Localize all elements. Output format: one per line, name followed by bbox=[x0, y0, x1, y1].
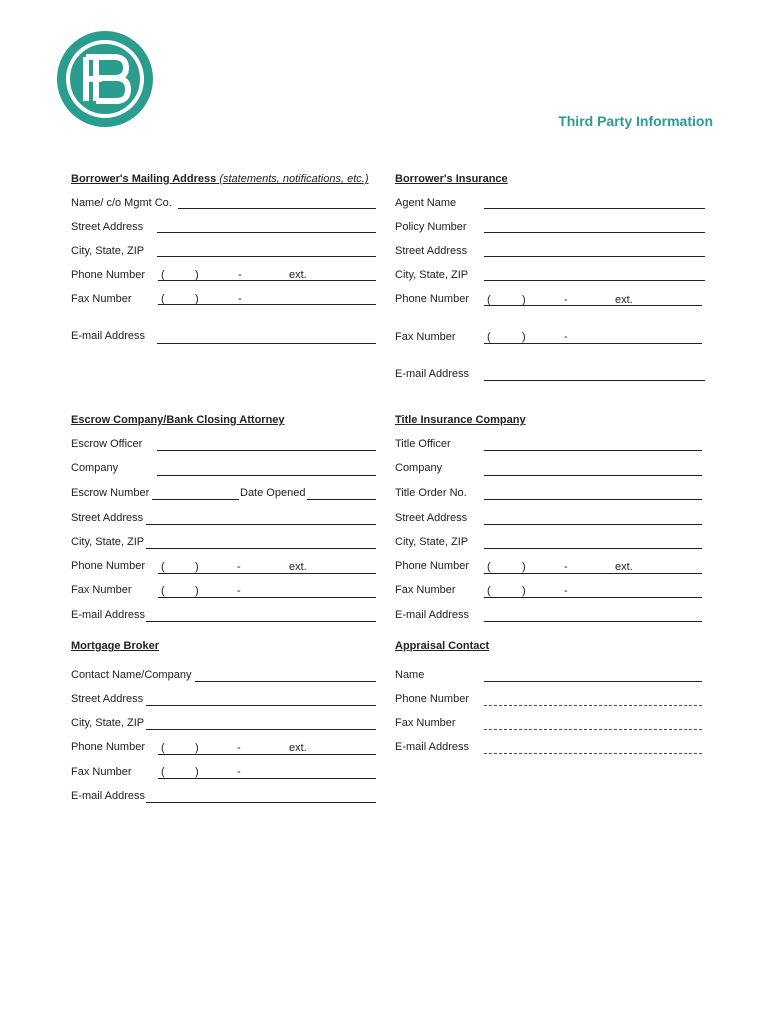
escrow-phone-ext: ext. bbox=[289, 561, 307, 573]
appraisal-heading: Appraisal Contact bbox=[395, 640, 490, 652]
escrow-fax-dash: - bbox=[237, 585, 241, 597]
insurance-email-label: E-mail Address bbox=[395, 368, 469, 380]
insurance-fax-field[interactable] bbox=[484, 343, 702, 344]
insurance-phone-ext: ext. bbox=[615, 294, 633, 306]
title-phone-open-paren: ( bbox=[487, 561, 491, 573]
street-label: Street Address bbox=[71, 221, 144, 233]
phone-field[interactable] bbox=[158, 280, 376, 281]
fax-field[interactable] bbox=[158, 304, 376, 305]
policy-number-label: Policy Number bbox=[395, 221, 467, 233]
escrow-phone-field[interactable] bbox=[158, 573, 376, 574]
borrower-mailing-heading-text: Borrower's Mailing Address bbox=[71, 173, 217, 185]
broker-street-field[interactable] bbox=[146, 705, 376, 706]
phone-ext: ext. bbox=[289, 269, 307, 281]
title-fax-close-paren: ) bbox=[522, 585, 526, 597]
email-label: E-mail Address bbox=[71, 330, 145, 342]
broker-fax-field[interactable] bbox=[158, 778, 376, 779]
fb-logo bbox=[56, 30, 154, 128]
appraisal-email-field[interactable] bbox=[484, 753, 702, 754]
escrow-company-label: Company bbox=[71, 462, 119, 474]
appraisal-phone-field[interactable] bbox=[484, 705, 702, 706]
broker-phone-dash: - bbox=[237, 742, 241, 754]
escrow-email-label: E-mail Address bbox=[71, 609, 145, 621]
escrow-phone-close-paren: ) bbox=[195, 561, 199, 573]
broker-city-field[interactable] bbox=[146, 729, 376, 730]
borrower-insurance-heading: Borrower's Insurance bbox=[395, 173, 508, 185]
title-officer-label: Title Officer bbox=[395, 438, 451, 450]
title-street-field[interactable] bbox=[484, 524, 702, 525]
broker-fax-dash: - bbox=[237, 766, 241, 778]
escrow-officer-field[interactable] bbox=[157, 450, 376, 451]
escrow-heading: Escrow Company/Bank Closing Attorney bbox=[71, 414, 285, 426]
fax-dash: - bbox=[238, 293, 242, 305]
broker-fax-label: Fax Number bbox=[71, 766, 132, 778]
page-title: Third Party Information bbox=[558, 113, 713, 129]
title-fax-dash: - bbox=[564, 585, 568, 597]
escrow-number-label: Escrow Number bbox=[71, 487, 150, 499]
escrow-fax-field[interactable] bbox=[158, 597, 376, 598]
broker-phone-ext: ext. bbox=[289, 742, 307, 754]
insurance-fax-open-paren: ( bbox=[487, 331, 491, 343]
insurance-city-label: City, State, ZIP bbox=[395, 269, 469, 281]
title-phone-ext: ext. bbox=[615, 561, 633, 573]
broker-email-label: E-mail Address bbox=[71, 790, 145, 802]
escrow-phone-label: Phone Number bbox=[71, 560, 145, 572]
insurance-city-field[interactable] bbox=[484, 280, 705, 281]
broker-phone-label: Phone Number bbox=[71, 741, 145, 753]
phone-label: Phone Number bbox=[71, 269, 145, 281]
insurance-email-field[interactable] bbox=[484, 380, 705, 381]
insurance-phone-close-paren: ) bbox=[522, 294, 526, 306]
title-email-field[interactable] bbox=[484, 621, 702, 622]
escrow-company-field[interactable] bbox=[157, 475, 376, 476]
insurance-street-field[interactable] bbox=[484, 256, 705, 257]
insurance-fax-label: Fax Number bbox=[395, 331, 456, 343]
appraisal-fax-field[interactable] bbox=[484, 729, 702, 730]
escrow-phone-open-paren: ( bbox=[161, 561, 165, 573]
escrow-email-field[interactable] bbox=[146, 621, 376, 622]
broker-phone-field[interactable] bbox=[158, 754, 376, 755]
agent-name-field[interactable] bbox=[484, 208, 705, 209]
escrow-city-field[interactable] bbox=[146, 548, 376, 549]
title-officer-field[interactable] bbox=[484, 450, 702, 451]
phone-dash: - bbox=[238, 269, 242, 281]
borrower-mailing-heading-note: (statements, notifications, etc.) bbox=[219, 173, 369, 185]
broker-phone-close-paren: ) bbox=[195, 742, 199, 754]
title-phone-dash: - bbox=[564, 561, 568, 573]
appraisal-phone-label: Phone Number bbox=[395, 693, 469, 705]
appraisal-fax-label: Fax Number bbox=[395, 717, 456, 729]
city-field[interactable] bbox=[157, 256, 376, 257]
name-field[interactable] bbox=[178, 208, 376, 209]
title-email-label: E-mail Address bbox=[395, 609, 469, 621]
title-fax-label: Fax Number bbox=[395, 584, 456, 596]
broker-contact-field[interactable] bbox=[195, 681, 376, 682]
title-order-label: Title Order No. bbox=[395, 487, 467, 499]
title-order-field[interactable] bbox=[484, 499, 702, 500]
street-field[interactable] bbox=[157, 232, 376, 233]
phone-open-paren: ( bbox=[161, 269, 165, 281]
broker-email-field[interactable] bbox=[146, 802, 376, 803]
date-opened-label: Date Opened bbox=[240, 487, 306, 499]
title-fax-open-paren: ( bbox=[487, 585, 491, 597]
broker-city-label: City, State, ZIP bbox=[71, 717, 145, 729]
title-city-label: City, State, ZIP bbox=[395, 536, 469, 548]
title-phone-field[interactable] bbox=[484, 573, 702, 574]
city-label: City, State, ZIP bbox=[71, 245, 145, 257]
title-fax-field[interactable] bbox=[484, 597, 702, 598]
insurance-fax-dash: - bbox=[564, 331, 568, 343]
broker-street-label: Street Address bbox=[71, 693, 144, 705]
email-field[interactable] bbox=[157, 343, 376, 344]
agent-name-label: Agent Name bbox=[395, 197, 457, 209]
phone-close-paren: ) bbox=[195, 269, 199, 281]
escrow-city-label: City, State, ZIP bbox=[71, 536, 145, 548]
insurance-phone-dash: - bbox=[564, 294, 568, 306]
escrow-street-field[interactable] bbox=[146, 524, 376, 525]
fax-close-paren: ) bbox=[195, 293, 199, 305]
name-label: Name/ c/o Mgmt Co. bbox=[71, 197, 172, 209]
insurance-fax-close-paren: ) bbox=[522, 331, 526, 343]
title-company-label: Company bbox=[395, 462, 443, 474]
mortgage-broker-heading: Mortgage Broker bbox=[71, 640, 160, 652]
appraisal-name-field[interactable] bbox=[484, 681, 702, 682]
insurance-phone-open-paren: ( bbox=[487, 294, 491, 306]
insurance-street-label: Street Address bbox=[395, 245, 468, 257]
title-city-field[interactable] bbox=[484, 548, 702, 549]
title-street-label: Street Address bbox=[395, 512, 468, 524]
title-company-field[interactable] bbox=[484, 475, 702, 476]
escrow-fax-close-paren: ) bbox=[195, 585, 199, 597]
title-phone-close-paren: ) bbox=[522, 561, 526, 573]
title-phone-label: Phone Number bbox=[395, 560, 469, 572]
escrow-fax-open-paren: ( bbox=[161, 585, 165, 597]
escrow-street-label: Street Address bbox=[71, 512, 144, 524]
broker-fax-open-paren: ( bbox=[161, 766, 165, 778]
escrow-number-field[interactable] bbox=[152, 499, 239, 500]
appraisal-email-label: E-mail Address bbox=[395, 741, 469, 753]
policy-number-field[interactable] bbox=[484, 232, 705, 233]
escrow-officer-label: Escrow Officer bbox=[71, 438, 143, 450]
title-insurance-heading: Title Insurance Company bbox=[395, 414, 526, 426]
broker-fax-close-paren: ) bbox=[195, 766, 199, 778]
insurance-phone-label: Phone Number bbox=[395, 293, 469, 305]
appraisal-name-label: Name bbox=[395, 669, 425, 681]
escrow-phone-dash: - bbox=[237, 561, 241, 573]
broker-phone-open-paren: ( bbox=[161, 742, 165, 754]
escrow-fax-label: Fax Number bbox=[71, 584, 132, 596]
fax-open-paren: ( bbox=[161, 293, 165, 305]
insurance-phone-field[interactable] bbox=[484, 305, 702, 306]
date-opened-field[interactable] bbox=[307, 499, 376, 500]
fax-label: Fax Number bbox=[71, 293, 132, 305]
broker-contact-label: Contact Name/Company bbox=[71, 669, 192, 681]
borrower-mailing-heading bbox=[71, 173, 368, 185]
